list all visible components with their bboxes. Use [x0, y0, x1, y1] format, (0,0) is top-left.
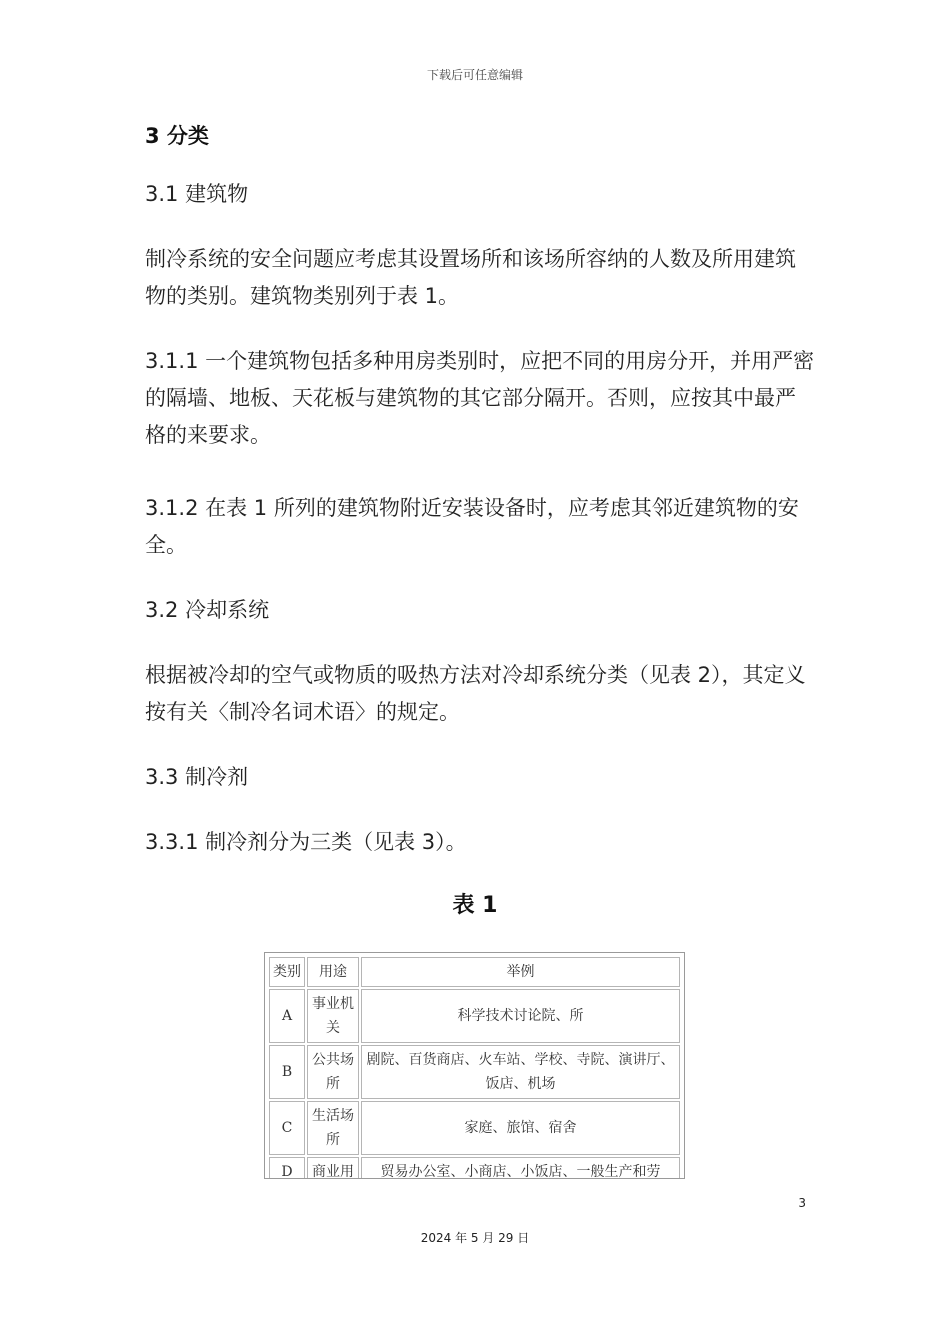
table-header-row	[269, 957, 680, 987]
header-usage: 用途	[307, 957, 359, 987]
subsection-title: 3.1 建筑物	[145, 182, 249, 206]
cell-examples: 剧院、百货商店、火车站、学校、寺院、演讲厅、饭店、机场	[361, 1045, 680, 1099]
cell-examples: 贸易办公室、小商店、小饭店、一般生产和劳	[361, 1157, 680, 1179]
paragraph: 根据被冷却的空气或物质的吸热方法对冷却系统分类（见表 2），其定义按有关〈制冷名词术语〉的规定。	[145, 663, 806, 724]
table-row	[269, 1157, 680, 1179]
table-row	[269, 989, 680, 1043]
cell-usage: 生活场所	[307, 1101, 359, 1155]
cell-usage: 公共场所	[307, 1045, 359, 1099]
cell-category: B	[269, 1045, 305, 1099]
header-note: 下载后可任意编辑	[426, 68, 523, 82]
cell-usage: 事业机关	[307, 989, 359, 1043]
cell-category: D	[269, 1157, 305, 1179]
table-row	[269, 1045, 680, 1099]
cell-usage: 商业用	[307, 1157, 359, 1179]
paragraph: 3.1.2 在表 1 所列的建筑物附近安装设备时，应考虑其邻近建筑物的安全。	[145, 496, 799, 557]
building-category-table	[264, 952, 685, 1179]
paragraph: 3.3.1 制冷剂分为三类（见表 3）。	[145, 830, 467, 854]
table-title: 表 1	[452, 893, 498, 918]
header-category: 类别	[269, 957, 305, 987]
page-number: 3	[798, 1196, 806, 1210]
cell-category: C	[269, 1101, 305, 1155]
section-heading: 3 分类	[145, 124, 209, 148]
table-row	[269, 1101, 680, 1155]
subsection-title: 3.2 冷却系统	[145, 598, 270, 622]
subsection-title: 3.3 制冷剂	[145, 765, 249, 789]
paragraph: 3.1.1 一个建筑物包括多种用房类别时，应把不同的用房分开，并用严密的隔墙、地板、天花板与建筑物的其它部分隔开。否则，应按其中最严格的来要求。	[145, 349, 815, 447]
cell-examples: 家庭、旅馆、宿舍	[361, 1101, 680, 1155]
paragraph: 制冷系统的安全问题应考虑其设置场所和该场所容纳的人数及所用建筑物的类别。建筑物类别列于表 1。	[145, 247, 796, 308]
cell-category: A	[269, 989, 305, 1043]
footer-date: 2024 年 5 月 29 日	[420, 1231, 530, 1245]
header-examples: 举例	[361, 957, 680, 987]
cell-examples: 科学技术讨论院、所	[361, 989, 680, 1043]
